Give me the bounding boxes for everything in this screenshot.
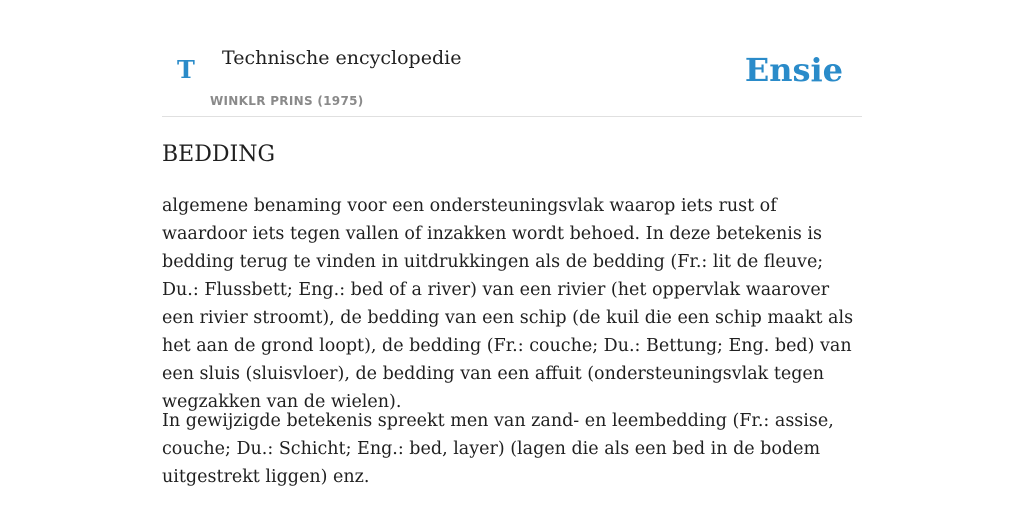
article-headword: BEDDING — [162, 142, 276, 167]
encyclopedia-title-link[interactable]: Technische encyclopedie — [222, 47, 462, 69]
brand-logo[interactable]: Ensie — [744, 51, 843, 89]
header — [162, 0, 862, 117]
article-paragraph: algemene benaming voor een ondersteuningsvlak waarop iets rust of waardoor iets tegen vallen of inzakken wordt behoed. In deze betekenis is bedding terug te vinden in uitdrukkingen als de bedding (Fr.: lit de fleuve; Du.: Flussbett; Eng.: bed of a river) van een rivier (het oppervlak waarover een rivier stroomt), de bedding van een schip (de kuil die een schip maakt als het aan de grond loopt), de bedding (Fr.: couche; Du.: Bettung; Eng. bed) van een sluis (sluisvloer), de bedding van een affuit (ondersteuningsvlak tegen wegzakken van de wielen). — [162, 196, 854, 412]
encyclopedia-source: WINKLR PRINS (1975) — [210, 94, 364, 108]
encyclopedia-logo-icon[interactable]: T — [177, 55, 195, 84]
article-paragraph: In gewijzigde betekenis spreekt men van zand- en leembedding (Fr.: assise, couche; Du.: Schicht; Eng.: bed, layer) (lagen die als een bed in de bodem uitgestrekt liggen) enz. — [162, 411, 834, 487]
